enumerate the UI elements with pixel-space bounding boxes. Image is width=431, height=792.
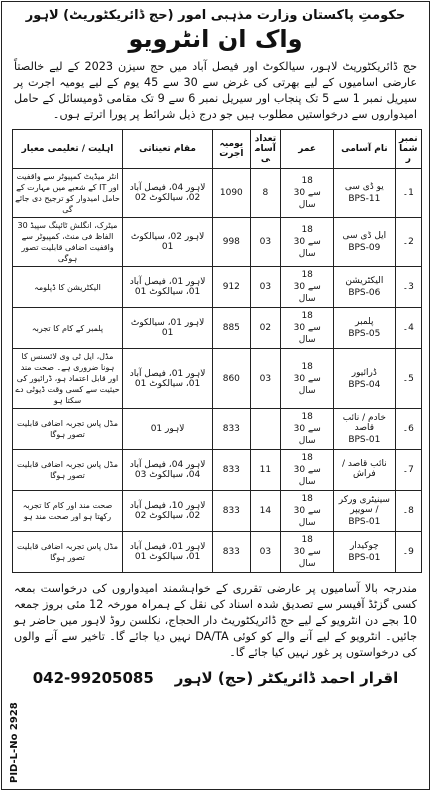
- post-name: [334, 218, 396, 267]
- age-range: [281, 349, 334, 409]
- age-min: 18: [301, 176, 313, 186]
- post-name: [334, 308, 396, 349]
- age-range: [281, 218, 334, 267]
- post-title: یو ڈی سی: [344, 182, 384, 192]
- table-row: [13, 308, 422, 349]
- bps-grade: BPS-01: [348, 553, 381, 563]
- posting-location: لاہور 01، سیالکوٹ 01: [123, 308, 213, 349]
- daily-wage: 860: [213, 349, 250, 409]
- walk-in-interview-title: واک ان انٹرویو: [128, 25, 303, 53]
- jobs-table: [12, 129, 422, 573]
- age-sep: سے: [307, 373, 321, 384]
- posting-location: لاہور 01، فیصل آباد 01، سیالکوٹ 01: [123, 532, 213, 573]
- header-location: مقام تعیناتی: [123, 130, 213, 169]
- posts-count: 8: [250, 169, 281, 218]
- age-max: 30: [293, 424, 306, 434]
- advertisement-page: [1, 1, 430, 790]
- table-row: [13, 169, 422, 218]
- posts-count: 03: [250, 267, 281, 308]
- age-min: 18: [301, 225, 313, 235]
- age-sep: سے: [307, 547, 321, 557]
- daily-wage: 833: [213, 409, 250, 450]
- age-max: 30: [293, 506, 306, 516]
- table-row: [13, 532, 422, 573]
- age-range: [281, 491, 334, 532]
- post-title: چوکیدار: [349, 541, 379, 551]
- age-unit: سال: [298, 518, 316, 528]
- table-row: [13, 409, 422, 450]
- age-range: [281, 450, 334, 491]
- post-title: الیکٹریشن: [345, 276, 384, 286]
- header-posts-count: تعداد آسامی: [250, 130, 281, 169]
- post-name: [334, 409, 396, 450]
- age-sep: سے: [307, 506, 321, 516]
- serial-no: 4۔: [395, 308, 421, 349]
- age-range: [281, 409, 334, 450]
- post-title: ڈرائیور: [351, 367, 377, 378]
- age-unit: سال: [298, 436, 316, 446]
- daily-wage: 885: [213, 308, 250, 349]
- table-row: [13, 349, 422, 409]
- daily-wage: 998: [213, 218, 250, 267]
- age-max: 30: [293, 323, 306, 333]
- header-daily-wage: یومیہ اجرت: [213, 130, 250, 169]
- serial-no: 3۔: [395, 267, 421, 308]
- posts-count: 03: [250, 532, 281, 573]
- post-title: پلمبر: [355, 317, 374, 327]
- posting-location: لاہور 10، فیصل آباد 02، سیالکوٹ 02: [123, 491, 213, 532]
- bps-grade: BPS-05: [348, 329, 381, 339]
- age-min: 18: [301, 453, 313, 463]
- signatory-name: اقرار احمد ڈائریکٹر (حج) لاہور: [174, 669, 399, 687]
- posting-location: لاہور 01: [123, 409, 213, 450]
- post-title: نائب قاصد / فراش: [341, 459, 387, 479]
- posts-count: 02: [250, 308, 281, 349]
- ministry-heading: حکومتِ پاکستان وزارت مذہبی امور (حج ڈائریکٹوریٹ) لاہور: [25, 8, 406, 23]
- table-row: [13, 267, 422, 308]
- age-sep: سے: [307, 282, 321, 292]
- instructions-paragraph: مندرجہ بالا آسامیوں پر عارضی تقرری کے خواہشمند امیدواروں کی درخواست بمعہ کسی گزٹڈ آفیسر سے تصدیق شدہ اسناد کی نقل کے ہمراہ مورخہ 12 مئی بروز جمعہ 10 بجے دن انٹرویو کے لیے حج ڈائریکٹوریٹ دار الحجاج، نکلسن روڈ لاہور میں حاضر ہو جائیں۔ انٹرویو کے لیے آنے والے کو کوئی DA/TA نہیں دیا جائے گا۔ تاخیر سے آنے والوں کی درخواستوں پر غور نہیں کیا جائے گا۔: [14, 582, 417, 659]
- post-title: خادم / نائب قاصد: [342, 413, 386, 433]
- header-serial-no: نمبر شمار: [395, 130, 421, 169]
- age-sep: سے: [307, 237, 321, 247]
- serial-no: 7۔: [395, 450, 421, 491]
- age-sep: سے: [307, 188, 321, 198]
- age-unit: سال: [298, 335, 316, 345]
- serial-no: 6۔: [395, 409, 421, 450]
- posts-count: 11: [250, 450, 281, 491]
- age-unit: سال: [298, 200, 316, 210]
- intro-paragraph: حج ڈائریکٹوریٹ لاہور، سیالکوٹ اور فیصل آباد میں حج سیزن 2023 کے لیے خالصتاً عارضی اسامیوں کے لیے بھرتی کی غرض سے 30 سے 45 یوم کے لیے یومیہ اجرت پر سیریل نمبر 1 سے 5 تک پنجاب اور سیریل نمبر 6 سے 9 تک مقامی ڈومیسائل کے حامل امیدواروں سے درخواستیں مطلوب ہیں جو درج ذیل شرائط پر پورا اترتے ہوں۔: [14, 60, 418, 121]
- qualification: انٹر میڈیٹ کمپیوٹر سے واقفیت اور IT کے شعبے میں مہارت کے حامل امیدوار کو ترجیح دی جائے گی: [13, 169, 123, 218]
- age-range: [281, 169, 334, 218]
- post-name: [334, 169, 396, 218]
- posting-location: لاہور 01، فیصل آباد 01، سیالکوٹ 01: [123, 349, 213, 409]
- age-max: 30: [293, 237, 306, 247]
- post-title: ایل ڈی سی: [342, 231, 387, 241]
- posts-count: [250, 409, 281, 450]
- serial-no: 2۔: [395, 218, 421, 267]
- age-sep: سے: [307, 465, 321, 475]
- posting-location: لاہور 04، فیصل آباد 02، سیالکوٹ 02: [123, 169, 213, 218]
- posting-location: لاہور 04، فیصل آباد 04، سیالکوٹ 03: [123, 450, 213, 491]
- age-max: 30: [293, 188, 306, 198]
- age-sep: سے: [307, 424, 321, 434]
- signoff: [2, 669, 429, 687]
- age-min: 18: [301, 535, 313, 545]
- table-row: [13, 450, 422, 491]
- header-age: عمر: [281, 130, 334, 169]
- header-qualification: اہلیت / تعلیمی معیار: [13, 130, 123, 169]
- qualification: مڈل پاس تجربہ اضافی قابلیت تصور ہوگا: [13, 409, 123, 450]
- post-title: سینیٹری ورکر / سویپر: [338, 495, 390, 515]
- daily-wage: 1090: [213, 169, 250, 218]
- bps-grade: BPS-06: [348, 288, 381, 298]
- age-min: 18: [301, 494, 313, 504]
- daily-wage: 912: [213, 267, 250, 308]
- serial-no: 9۔: [395, 532, 421, 573]
- qualification: مڈل، ایل ٹی وی لائسنس کا ہونا ضروری ہے۔ صحت مند اور قابل اعتماد ہو، ڈرائیور کی حیثیت سے کسی وقت ڈیوٹی دے سکتا ہو: [13, 349, 123, 409]
- bps-grade: BPS-04: [348, 379, 381, 390]
- age-min: 18: [301, 311, 313, 321]
- qualification: الیکٹریشن کا ڈپلومہ: [13, 267, 123, 308]
- post-name: [334, 267, 396, 308]
- daily-wage: 833: [213, 450, 250, 491]
- post-name: [334, 532, 396, 573]
- posts-count: 03: [250, 349, 281, 409]
- posts-count: 03: [250, 218, 281, 267]
- bps-grade: BPS-11: [348, 194, 381, 204]
- qualification: میٹرک، انگلش ٹائپنگ سپیڈ 30 الفاظ فی منٹ، کمپیوٹر سے واقفیت اضافی قابلیت تصور ہوگی: [13, 218, 123, 267]
- age-max: 30: [293, 373, 306, 384]
- age-unit: سال: [298, 249, 316, 259]
- post-name: [334, 349, 396, 409]
- bps-grade: BPS-01: [348, 435, 381, 445]
- serial-no: 8۔: [395, 491, 421, 532]
- qualification: مڈل پاس تجربہ اضافی قابلیت تصور ہوگا: [13, 450, 123, 491]
- age-unit: سال: [298, 559, 316, 569]
- age-range: [281, 308, 334, 349]
- age-sep: سے: [307, 323, 321, 333]
- serial-no: 1۔: [395, 169, 421, 218]
- contact-phone: 042-99205085: [32, 669, 154, 687]
- table-header-row: [13, 130, 422, 169]
- qualification: پلمبر کے کام کا تجربہ: [13, 308, 123, 349]
- qualification: صحت مند اور کام کا تجربہ رکھتا ہو اور صحت مند ہو: [13, 491, 123, 532]
- daily-wage: 833: [213, 532, 250, 573]
- age-unit: سال: [298, 294, 316, 304]
- age-unit: سال: [298, 477, 316, 487]
- posting-location: لاہور 01، فیصل آباد 01، سیالکوٹ 01: [123, 267, 213, 308]
- header-post-name: نام آسامی: [334, 130, 396, 169]
- pid-number: PID-L-No 2928: [9, 702, 20, 783]
- age-min: 18: [301, 361, 313, 372]
- posts-count: 14: [250, 491, 281, 532]
- age-min: 18: [301, 412, 313, 422]
- age-range: [281, 532, 334, 573]
- post-name: [334, 491, 396, 532]
- bps-grade: BPS-01: [348, 517, 381, 527]
- age-range: [281, 267, 334, 308]
- age-max: 30: [293, 547, 306, 557]
- age-unit: سال: [298, 385, 316, 396]
- table-row: [13, 218, 422, 267]
- serial-no: 5۔: [395, 349, 421, 409]
- table-row: [13, 491, 422, 532]
- age-max: 30: [293, 282, 306, 292]
- posting-location: لاہور 02، سیالکوٹ 01: [123, 218, 213, 267]
- bps-grade: BPS-09: [348, 243, 381, 253]
- post-name: [334, 450, 396, 491]
- age-max: 30: [293, 465, 306, 475]
- qualification: مڈل پاس تجربہ اضافی قابلیت تصور ہوگا: [13, 532, 123, 573]
- daily-wage: 833: [213, 491, 250, 532]
- age-min: 18: [301, 270, 313, 280]
